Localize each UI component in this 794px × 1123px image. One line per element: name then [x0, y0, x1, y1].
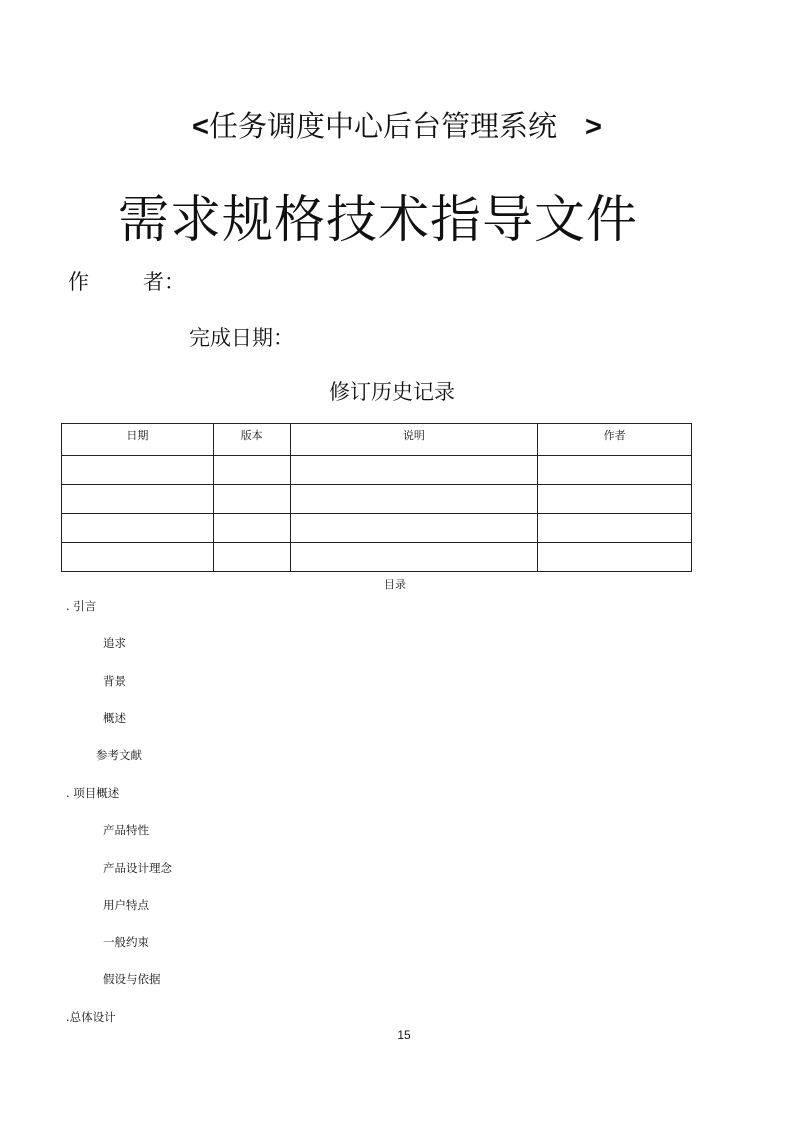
subtitle-open-bracket: <: [192, 111, 209, 143]
toc-item-references: 参考文献: [96, 748, 142, 762]
table-cell: [213, 514, 290, 543]
toc-item-overall-design: .总体设计: [66, 1010, 116, 1024]
page-number: 15: [397, 1028, 411, 1042]
toc-item-product-features: 产品特性: [103, 823, 149, 837]
toc-item-user-characteristics: 用户特点: [103, 898, 149, 912]
toc-item-background: 背景: [103, 674, 126, 688]
table-cell: [213, 456, 290, 485]
subtitle-close-bracket: >: [585, 111, 602, 143]
table-row: [62, 485, 692, 514]
table-cell: [290, 543, 538, 572]
table-cell: [538, 543, 692, 572]
author-label-part-2: 者：: [143, 270, 185, 294]
table-cell: [290, 456, 538, 485]
toc-item-general-constraints: 一般约束: [103, 935, 149, 949]
table-cell: [538, 514, 692, 543]
table-cell: [62, 543, 214, 572]
toc-title: 目录: [384, 578, 406, 591]
table-cell: [62, 456, 214, 485]
toc-item-project-overview: . 项目概述: [66, 786, 120, 800]
author-label-part-1: 作: [68, 270, 89, 294]
toc-item-overview: 概述: [103, 711, 126, 725]
table-row: [62, 514, 692, 543]
column-header-date: 日期: [62, 424, 214, 456]
revision-history-title: 修订历史记录: [329, 380, 455, 404]
table-cell: [62, 485, 214, 514]
toc-item-introduction: . 引言: [66, 599, 97, 613]
toc-item-assumptions: 假设与依据: [103, 972, 161, 986]
author-row: [68, 266, 185, 296]
table-cell: [213, 543, 290, 572]
table-cell: [538, 485, 692, 514]
table-cell: [62, 514, 214, 543]
completion-date-label: 完成日期：: [189, 326, 294, 350]
table-row: [62, 456, 692, 485]
table-header-row: [62, 424, 692, 456]
table-cell: [290, 514, 538, 543]
column-header-version: 版本: [213, 424, 290, 456]
table-cell: [538, 456, 692, 485]
column-header-author: 作者: [538, 424, 692, 456]
document-subtitle: [0, 104, 794, 145]
document-title: 需求规格技术指导文件: [117, 191, 638, 250]
revision-history-table: [61, 423, 692, 572]
subtitle-text: 任务调度中心后台管理系统: [208, 109, 557, 143]
toc-item-design-concept: 产品设计理念: [103, 861, 172, 875]
table-cell: [213, 485, 290, 514]
table-row: [62, 543, 692, 572]
table-cell: [290, 485, 538, 514]
toc-item-pursuit: 追求: [103, 636, 126, 650]
column-header-description: 说明: [290, 424, 538, 456]
